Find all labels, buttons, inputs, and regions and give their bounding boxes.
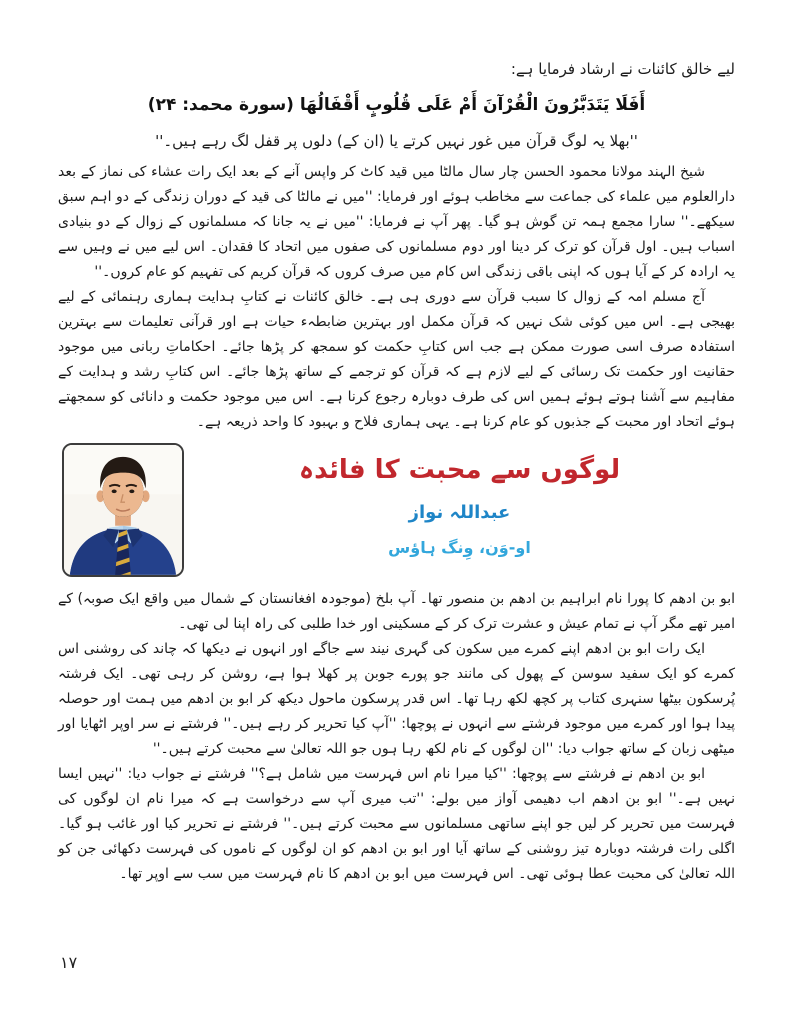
heading-column	[184, 443, 735, 559]
portrait-illustration	[64, 445, 182, 575]
author-photo	[62, 443, 184, 577]
quran-verse: أَفَلَا يَتَدَبَّرُونَ الْقُرْآنَ أَمْ عَلَى قُلُوبٍ أَقْفَالُهَا (سورة محمد: ۲۴)	[147, 95, 646, 115]
author-affiliation: او-وَن، وِنگ ہاؤس	[388, 538, 531, 557]
paragraph-list-of-names: ابو بن ادھم نے فرشتے سے پوچھا: ''کیا میرا نام اس فہرست میں شامل ہے؟'' فرشتے نے جواب دیا: ''نہیں ایسا نہیں ہے۔'' ابو بن ادھم اب دھیمی آواز میں بولے: ''تب میری آپ سے درخواست ہے کہ میرا نام ان لوگوں کی فہرست میں تحریر کر لیں جو اپنے ساتھی مسلمانوں سے محبت کرتے ہیں۔'' فرشتے نے تحریر کیا اور غائب ہو گیا۔ اگلی رات فرشتہ دوبارہ تیز روشنی کے ساتھ آیا اور ابو بن ادھم کو ان لوگوں کے ناموں کی فہرست دکھائی جن کو اللہ تعالیٰ کی محبت عطا ہوئی تھی۔ اس فہرست میں ابو بن ادھم کا نام فہرست میں سب سے اوپر تھا۔	[58, 766, 735, 882]
author-name: عبداللہ نواز	[408, 502, 511, 523]
page-number: ۱۷	[60, 953, 78, 972]
paragraph-sheikh-ul-hind: شیخ الہند مولانا محمود الحسن چار سال مالٹا میں قید کاٹ کر واپس آنے کے بعد ایک رات عشاء کی نماز کے بعد دارالعلوم میں علماء کی جماعت سے مخاطب ہوئے اور فرمایا: ''میں نے مالٹا کی قید کے دوران زندگی کے دو اہم سبق سیکھے۔'' سارا مجمع ہمہ تن گوش ہو گیا۔ پھر آپ نے فرمایا: ''میں نے یہ جانا کہ مسلمانوں کے زوال کے دو بنیادی اسباب ہیں۔ اول قرآن کو ترک کر دینا اور دوم مسلمانوں کی صفوں میں اتحاد کا فقدان۔ اس لیے میں نے وہیں سے یہ ارادہ کر کے آیا ہوں کہ اپنی باقی زندگی اس کام میں صرف کروں کہ قرآن کریم کی تفہیم کو عام کروں۔''	[58, 164, 735, 280]
article-title: لوگوں سے محبت کا فائدہ	[298, 455, 621, 485]
paragraph-muslim-ummah: آج مسلم امہ کے زوال کا سبب قرآن سے دوری ہی ہے۔ خالق کائنات نے کتابِ ہدایت ہماری رہنمائی کے لیے بھیجی ہے۔ اس میں کوئی شک نہیں کہ قرآن مکمل اور بہترین ضابطہء حیات ہے اور قرآنی تعلیمات سے بہترین استفادہ صرف اسی صورت ممکن ہے جب اس کتابِ حکمت کو سمجھ کر پڑھا جائے۔ احکاماتِ ربانی میں موجود حقانیت اور حکمت تک رسائی کے لیے لازم ہے کہ قرآن کو ترجمے کے ساتھ پڑھا جائے۔ اس کتابِ رشد و ہدایت کے مفاہیم سے آشنا ہوتے ہوئے ہمیں اس کی طرف دوبارہ رجوع کرنا ہے۔ اس میں موجود حکمت و دانائی کو سمجھتے ہوئے اتحاد اور محبت کے جذبوں کو عام کرنا ہے۔ یہی ہماری فلاح و بہبود کا واحد ذریعہ ہے۔	[58, 289, 735, 430]
byline-section	[58, 443, 735, 577]
intro-line: لیے خالق کائنات نے ارشاد فرمایا ہے:	[510, 60, 735, 78]
paragraph-abu-bin-adham-intro: ابو بن ادھم کا پورا نام ابراہیم بن ادھم بن منصور تھا۔ آپ بلخ (موجودہ افغانستان کے شمال میں واقع ایک صوبہ) کے امیر تھے مگر آپ نے تمام عیش و عشرت ترک کر کے مسکینی اور خدا طلبی کی راہ اپنا لی تھی۔	[58, 591, 735, 632]
verse-translation: ''بھلا یہ لوگ قرآن میں غور نہیں کرتے یا (ان کے) دلوں پر قفل لگ رہے ہیں۔''	[155, 132, 638, 150]
paragraph-angel-night: ایک رات ابو بن ادھم اپنے کمرے میں سکون کی گہری نیند سے جاگے اور انہوں نے دیکھا کہ چاند کی روشنی اس کمرے کو ایک سفید سوسن کے پھول کی مانند جو پورے جوبن پر کھلا ہوا ہے، روشن کر رہی تھی۔ ایک فرشتہ پُرسکون بیٹھا سنہری کتاب پر کچھ لکھ رہا تھا۔ اس قدر پرسکون ماحول دیکھ کر ابو بن ادھم میں ہمت اور حوصلہ پیدا ہوا اور کمرے میں موجود فرشتے سے انہوں نے پوچھا: ''آپ کیا تحریر کر رہے ہیں۔'' فرشتے نے سر اوپر اٹھایا اور میٹھی زبان کے ساتھ جواب دیا: ''ان لوگوں کے نام لکھ رہا ہوں جو اللہ تعالیٰ سے محبت کرتے ہیں۔''	[58, 641, 735, 757]
